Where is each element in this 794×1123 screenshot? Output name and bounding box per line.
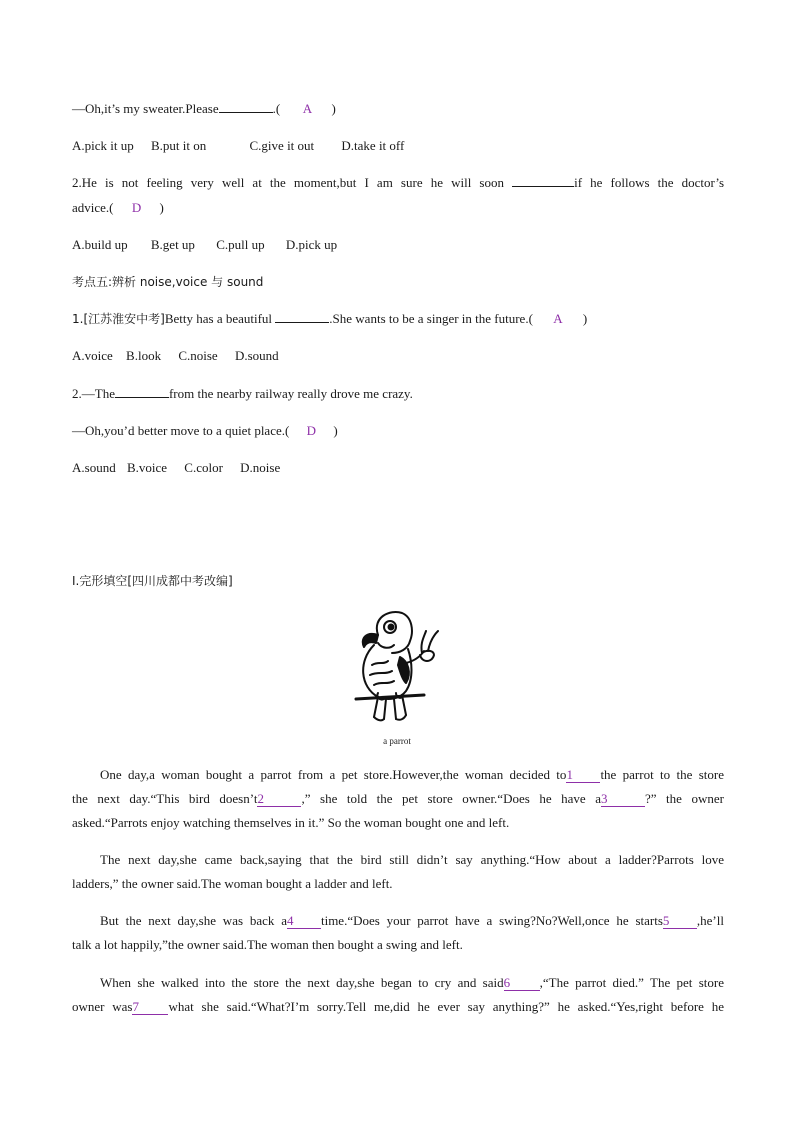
text-run: the next day.“This bird doesn’t xyxy=(72,791,258,806)
blank-4: 4 xyxy=(287,914,321,929)
option-a: A.voice xyxy=(72,348,113,363)
parrot-illustration xyxy=(348,605,444,723)
text-run: what she said.“What?I’m sorry.Tell me,did he ever say anything?” he asked.“Yes,right before he xyxy=(168,999,724,1014)
option-a: A.build up xyxy=(72,237,128,252)
cloze-paragraph-4 xyxy=(72,971,724,1019)
paragraph-line: The next day,she came back,saying that the bird still didn’t say anything.“How about a ladder?Parrots love xyxy=(100,852,724,867)
question-source: 1.[江苏淮安中考] xyxy=(72,312,165,326)
text-run: ,“The parrot died.” The pet store xyxy=(539,975,725,990)
answer-letter: D xyxy=(131,200,142,215)
text-run: ?” the owner xyxy=(644,791,724,806)
answer-letter: A xyxy=(553,311,563,326)
answer-letter: A xyxy=(302,101,313,116)
paragraph-line: ladders,” the owner said.The woman bought a ladder and left. xyxy=(72,876,393,891)
option-b: B.put it on xyxy=(151,138,207,153)
option-b: B.look xyxy=(126,348,162,363)
option-b: B.voice xyxy=(126,460,168,475)
section-heading: 考点五:辨析 noise,voice 与 sound xyxy=(72,275,264,289)
blank-3: 3 xyxy=(601,792,645,807)
paren-close: ) xyxy=(333,423,338,438)
stem-text-cont: if he follows the doctor’s xyxy=(574,175,725,190)
reply-text: —Oh,you’d better move to a quiet place.( xyxy=(72,423,290,438)
paren-close: ) xyxy=(582,311,588,326)
paragraph-line xyxy=(72,971,724,995)
option-d: D.sound xyxy=(234,348,279,363)
paragraph-line: asked.“Parrots enjoy watching themselves in it.” So the woman bought one and left. xyxy=(72,815,510,830)
blank-7: 7 xyxy=(132,1000,168,1015)
option-b: B.get up xyxy=(150,237,195,252)
text-run: One day,a woman bought a parrot from a pet store.However,the woman decided to xyxy=(100,767,567,782)
options-row xyxy=(72,347,724,365)
answer-blank xyxy=(219,100,273,113)
section5-q1-stem xyxy=(72,310,724,328)
blank-1: 1 xyxy=(566,768,600,783)
paren-close: ) xyxy=(159,200,164,215)
answer-blank xyxy=(512,174,574,187)
text-run: time.“Does your parrot have a swing?No?Well,once he starts xyxy=(320,913,663,928)
text-run: When she walked into the store the next day,she began to cry and said xyxy=(100,975,504,990)
option-a: A.pick it up xyxy=(72,138,134,153)
paren-close: ) xyxy=(331,101,336,116)
text-run: ,” she told the pet store owner.“Does he have a xyxy=(301,791,601,806)
option-c: C.pull up xyxy=(216,237,265,252)
option-d: D.pick up xyxy=(285,237,338,252)
question-2-stem-end xyxy=(72,199,724,217)
stem-text: 2.—The xyxy=(72,386,115,401)
option-a: A.sound xyxy=(72,460,116,475)
question-2-stem xyxy=(72,174,724,192)
text-run: But the next day,she was back a xyxy=(100,913,287,928)
section5-q2-stem xyxy=(72,385,724,403)
stem-text-cont: .She wants to be a singer in the future.( xyxy=(329,311,533,326)
option-d: D.take it off xyxy=(341,138,405,153)
text-run: ,he’ll xyxy=(696,913,724,928)
options-row xyxy=(72,137,724,155)
cloze-paragraph-1 xyxy=(72,763,724,835)
stem-text-end: advice.( xyxy=(72,200,114,215)
text-run: the parrot to the store xyxy=(600,767,724,782)
text-run: owner was xyxy=(72,999,133,1014)
stem-text: —Oh,it’s my sweater.Please xyxy=(72,101,219,116)
blank-6: 6 xyxy=(504,976,540,991)
paragraph-line xyxy=(72,787,724,811)
paragraph-line xyxy=(72,909,724,933)
option-c: C.color xyxy=(184,460,223,475)
stem-text: 2.He is not feeling very well at the moment,but I am sure he will soon xyxy=(72,175,504,190)
stem-text-cont: from the nearby railway really drove me crazy. xyxy=(168,386,413,401)
paragraph-line xyxy=(72,763,724,787)
paragraph-line xyxy=(72,995,724,1019)
answer-blank xyxy=(115,385,169,398)
cloze-heading: Ⅰ.完形填空[四川成都中考改编] xyxy=(72,574,233,588)
blank-5: 5 xyxy=(663,914,697,929)
paren-open: .( xyxy=(272,101,281,116)
answer-blank xyxy=(275,310,329,323)
options-row xyxy=(72,459,724,477)
section5-q2-reply xyxy=(72,422,724,440)
image-caption: a parrot xyxy=(383,736,411,746)
cloze-paragraph-3 xyxy=(72,909,724,957)
options-row xyxy=(72,236,724,254)
option-c: C.give it out xyxy=(249,138,315,153)
question-stem-sweater xyxy=(72,100,724,118)
option-c: C.noise xyxy=(178,348,218,363)
stem-text: Betty has a beautiful xyxy=(164,311,273,326)
cloze-paragraph-2 xyxy=(72,848,724,896)
blank-2: 2 xyxy=(257,792,301,807)
option-d: D.noise xyxy=(240,460,281,475)
answer-letter: D xyxy=(306,423,317,438)
paragraph-line: talk a lot happily,”the owner said.The woman then bought a swing and left. xyxy=(72,937,463,952)
